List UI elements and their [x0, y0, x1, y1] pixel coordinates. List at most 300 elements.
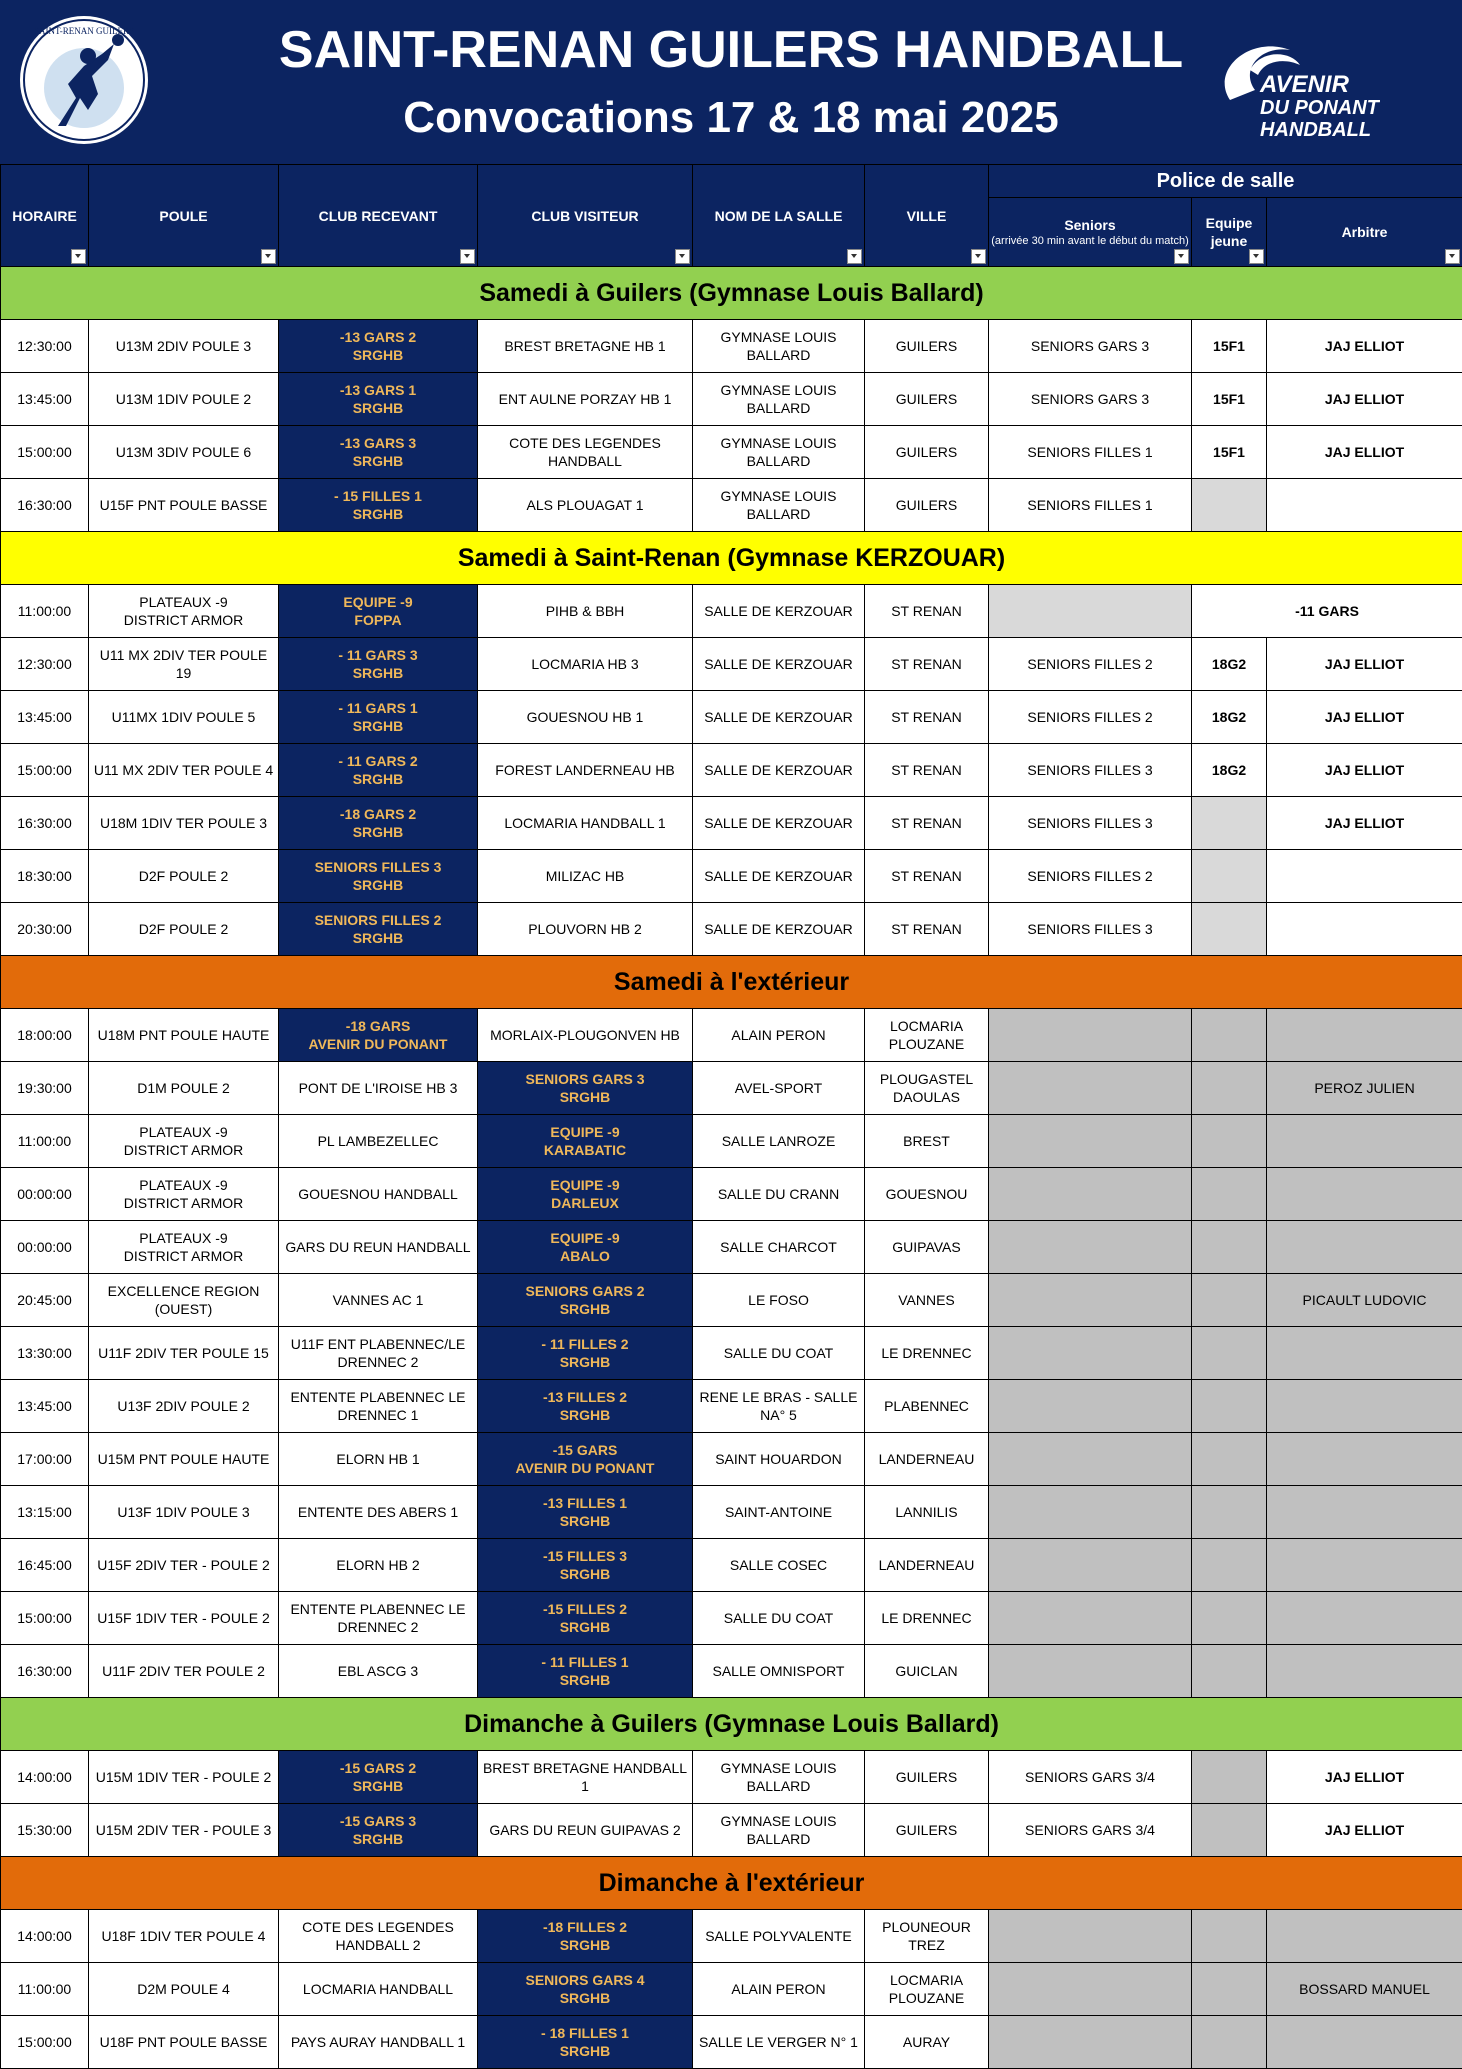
section-title: Samedi à Guilers (Gymnase Louis Ballard)	[1, 267, 1462, 320]
cell-club-visiteur: ALS PLOUAGAT 1	[478, 479, 693, 532]
cell-horaire: 16:30:00	[1, 797, 89, 850]
cell-salle: SALLE DU CRANN	[693, 1168, 865, 1221]
cell-police-jeune	[1192, 1751, 1267, 1804]
cell-club-visiteur: -15 FILLES 3 SRGHB	[478, 1539, 693, 1592]
col-header-ville[interactable]	[865, 165, 989, 267]
table-row	[1, 1486, 1462, 1539]
cell-club-visiteur: BREST BRETAGNE HANDBALL 1	[478, 1751, 693, 1804]
cell-police-jeune	[1192, 1327, 1267, 1380]
page-title: SAINT-RENAN GUILERS HANDBALL	[0, 20, 1462, 80]
cell-horaire: 15:00:00	[1, 744, 89, 797]
cell-poule: U18F PNT POULE BASSE	[89, 2016, 279, 2069]
cell-club-recevant: ENTENTE PLABENNEC LE DRENNEC 2	[279, 1592, 478, 1645]
section-header-row	[1, 267, 1462, 320]
section-header-row	[1, 956, 1462, 1009]
section-header-row	[1, 1698, 1462, 1751]
cell-poule: PLATEAUX -9 DISTRICT ARMOR	[89, 1168, 279, 1221]
cell-ville: PLOUNEOUR TREZ	[865, 1910, 989, 1963]
cell-club-visiteur: PIHB & BBH	[478, 585, 693, 638]
cell-salle: SALLE POLYVALENTE	[693, 1910, 865, 1963]
cell-club-visiteur: PLOUVORN HB 2	[478, 903, 693, 956]
cell-police-jeune	[1192, 1592, 1267, 1645]
table-row	[1, 1009, 1462, 1062]
cell-club-visiteur: COTE DES LEGENDES HANDBALL	[478, 426, 693, 479]
col-header-club-visiteur[interactable]	[478, 165, 693, 267]
logo-right-line3: HANDBALL	[1260, 119, 1371, 141]
cell-club-visiteur: - 11 FILLES 1 SRGHB	[478, 1645, 693, 1698]
cell-police-jeune	[1192, 1539, 1267, 1592]
cell-salle: SALLE DE KERZOUAR	[693, 903, 865, 956]
cell-police-jeune: 18G2	[1192, 744, 1267, 797]
cell-police-jeune: 15F1	[1192, 373, 1267, 426]
cell-arbitre: PEROZ JULIEN	[1267, 1062, 1462, 1115]
col-header-poule[interactable]	[89, 165, 279, 267]
cell-club-recevant: PL LAMBEZELLEC	[279, 1115, 478, 1168]
cell-salle: SALLE DU COAT	[693, 1327, 865, 1380]
cell-ville: GUILERS	[865, 1804, 989, 1857]
cell-club-visiteur: SENIORS GARS 4 SRGHB	[478, 1963, 693, 2016]
cell-club-recevant: - 15 FILLES 1 SRGHB	[279, 479, 478, 532]
cell-club-visiteur: -15 GARS AVENIR DU PONANT	[478, 1433, 693, 1486]
col-header-ville-label: VILLE	[907, 208, 947, 224]
table-row	[1, 1592, 1462, 1645]
col-header-arbitre-label: Arbitre	[1342, 224, 1388, 240]
col-header-seniors-note: (arrivée 30 min avant le début du match)	[991, 234, 1189, 248]
cell-poule: U15M 1DIV TER - POULE 2	[89, 1751, 279, 1804]
cell-horaire: 15:00:00	[1, 426, 89, 479]
cell-ville: GUILERS	[865, 479, 989, 532]
cell-police-jeune	[1192, 1115, 1267, 1168]
table-body	[1, 267, 1462, 2069]
cell-horaire: 00:00:00	[1, 1168, 89, 1221]
cell-police-seniors	[989, 1380, 1192, 1433]
logo-right-line2: DU PONANT	[1260, 97, 1380, 119]
col-header-seniors[interactable]	[989, 198, 1192, 267]
cell-club-visiteur: - 18 FILLES 1 SRGHB	[478, 2016, 693, 2069]
cell-club-visiteur: -13 FILLES 2 SRGHB	[478, 1380, 693, 1433]
cell-club-visiteur: EQUIPE -9 KARABATIC	[478, 1115, 693, 1168]
cell-club-visiteur: SENIORS GARS 2 SRGHB	[478, 1274, 693, 1327]
cell-poule: U13F 1DIV POULE 3	[89, 1486, 279, 1539]
cell-arbitre	[1267, 903, 1462, 956]
cell-salle: GYMNASE LOUIS BALLARD	[693, 320, 865, 373]
cell-poule: U15M PNT POULE HAUTE	[89, 1433, 279, 1486]
table-row	[1, 1115, 1462, 1168]
table-row	[1, 373, 1462, 426]
cell-poule: EXCELLENCE REGION (OUEST)	[89, 1274, 279, 1327]
cell-club-recevant: -13 GARS 2 SRGHB	[279, 320, 478, 373]
cell-police-seniors: SENIORS FILLES 3	[989, 797, 1192, 850]
cell-ville: ST RENAN	[865, 638, 989, 691]
cell-club-visiteur: GARS DU REUN GUIPAVAS 2	[478, 1804, 693, 1857]
cell-ville: ST RENAN	[865, 850, 989, 903]
cell-salle: SALLE DE KERZOUAR	[693, 850, 865, 903]
cell-poule: PLATEAUX -9 DISTRICT ARMOR	[89, 1115, 279, 1168]
cell-police-jeune	[1192, 1910, 1267, 1963]
cell-poule: U11F 2DIV TER POULE 15	[89, 1327, 279, 1380]
cell-club-recevant: ELORN HB 1	[279, 1433, 478, 1486]
cell-club-recevant: EQUIPE -9 FOPPA	[279, 585, 478, 638]
cell-ville: VANNES	[865, 1274, 989, 1327]
filter-dropdown-icon[interactable]	[675, 249, 690, 264]
cell-police-seniors	[989, 1433, 1192, 1486]
col-header-club-visiteur-label: CLUB VISITEUR	[531, 208, 638, 224]
cell-club-visiteur: MORLAIX-PLOUGONVEN HB	[478, 1009, 693, 1062]
cell-poule: U13M 3DIV POULE 6	[89, 426, 279, 479]
cell-club-recevant: -18 GARS 2 SRGHB	[279, 797, 478, 850]
cell-ville: PLABENNEC	[865, 1380, 989, 1433]
cell-horaire: 13:30:00	[1, 1327, 89, 1380]
cell-horaire: 20:45:00	[1, 1274, 89, 1327]
cell-arbitre: BOSSARD MANUEL	[1267, 1963, 1462, 2016]
cell-salle: SALLE COSEC	[693, 1539, 865, 1592]
cell-arbitre	[1267, 1592, 1462, 1645]
cell-ville: ST RENAN	[865, 691, 989, 744]
cell-club-recevant: -18 GARS AVENIR DU PONANT	[279, 1009, 478, 1062]
cell-club-recevant: SENIORS FILLES 3 SRGHB	[279, 850, 478, 903]
cell-police-seniors	[989, 1486, 1192, 1539]
cell-police-jeune	[1192, 1645, 1267, 1698]
cell-salle: LE FOSO	[693, 1274, 865, 1327]
cell-police-seniors	[989, 1592, 1192, 1645]
cell-ville: LANDERNEAU	[865, 1433, 989, 1486]
cell-police-jeune	[1192, 1804, 1267, 1857]
cell-ville: BREST	[865, 1115, 989, 1168]
cell-club-recevant: - 11 GARS 1 SRGHB	[279, 691, 478, 744]
cell-club-recevant: EBL ASCG 3	[279, 1645, 478, 1698]
cell-police-seniors	[989, 1062, 1192, 1115]
cell-arbitre	[1267, 479, 1462, 532]
cell-horaire: 14:00:00	[1, 1751, 89, 1804]
cell-arbitre	[1267, 1327, 1462, 1380]
col-header-salle-label: NOM DE LA SALLE	[715, 208, 843, 224]
cell-salle: GYMNASE LOUIS BALLARD	[693, 479, 865, 532]
logo-right-line1: AVENIR	[1259, 71, 1350, 98]
cell-ville: ST RENAN	[865, 797, 989, 850]
cell-salle: SALLE DE KERZOUAR	[693, 744, 865, 797]
cell-poule: U11 MX 2DIV TER POULE 4	[89, 744, 279, 797]
table-row	[1, 850, 1462, 903]
cell-club-recevant: -15 GARS 2 SRGHB	[279, 1751, 478, 1804]
table-row	[1, 479, 1462, 532]
cell-police-seniors: SENIORS GARS 3	[989, 373, 1192, 426]
col-header-club-recevant[interactable]	[279, 165, 478, 267]
cell-horaire: 18:30:00	[1, 850, 89, 903]
cell-police-seniors: SENIORS FILLES 2	[989, 850, 1192, 903]
cell-police-jeune	[1192, 1486, 1267, 1539]
convocations-table	[0, 164, 1462, 2069]
filter-dropdown-icon[interactable]	[1445, 249, 1460, 264]
section-title: Dimanche à Guilers (Gymnase Louis Ballard)	[1, 1698, 1462, 1751]
cell-ville: GUILERS	[865, 1751, 989, 1804]
cell-club-visiteur: SENIORS GARS 3 SRGHB	[478, 1062, 693, 1115]
table-row	[1, 426, 1462, 479]
cell-police-seniors	[989, 1963, 1192, 2016]
cell-arbitre: PICAULT LUDOVIC	[1267, 1274, 1462, 1327]
cell-police-jeune: 15F1	[1192, 426, 1267, 479]
table-row	[1, 1910, 1462, 1963]
cell-ville: ST RENAN	[865, 744, 989, 797]
cell-arbitre: JAJ ELLIOT	[1267, 744, 1462, 797]
cell-poule: U15F 1DIV TER - POULE 2	[89, 1592, 279, 1645]
cell-horaire: 18:00:00	[1, 1009, 89, 1062]
cell-ville: GUICLAN	[865, 1645, 989, 1698]
cell-club-recevant: SENIORS FILLES 2 SRGHB	[279, 903, 478, 956]
cell-arbitre	[1267, 1380, 1462, 1433]
cell-poule: D2M POULE 4	[89, 1963, 279, 2016]
cell-ville: GUILERS	[865, 426, 989, 479]
cell-police-jeune	[1192, 1963, 1267, 2016]
cell-police-jeune	[1192, 1009, 1267, 1062]
cell-ville: ST RENAN	[865, 903, 989, 956]
cell-police-jeune	[1192, 1221, 1267, 1274]
cell-horaire: 13:45:00	[1, 373, 89, 426]
cell-club-visiteur: -15 FILLES 2 SRGHB	[478, 1592, 693, 1645]
table-row	[1, 1380, 1462, 1433]
cell-club-recevant: GOUESNOU HANDBALL	[279, 1168, 478, 1221]
cell-club-recevant: ENTENTE DES ABERS 1	[279, 1486, 478, 1539]
cell-arbitre: JAJ ELLIOT	[1267, 373, 1462, 426]
table-row	[1, 903, 1462, 956]
cell-poule: U18F 1DIV TER POULE 4	[89, 1910, 279, 1963]
section-title: Samedi à l'extérieur	[1, 956, 1462, 1009]
cell-poule: D2F POULE 2	[89, 850, 279, 903]
filter-dropdown-icon[interactable]	[261, 249, 276, 264]
cell-police-jeune: 18G2	[1192, 638, 1267, 691]
cell-horaire: 17:00:00	[1, 1433, 89, 1486]
cell-arbitre: JAJ ELLIOT	[1267, 426, 1462, 479]
section-title: Dimanche à l'extérieur	[1, 1857, 1462, 1910]
filter-dropdown-icon[interactable]	[1174, 249, 1189, 264]
cell-arbitre: JAJ ELLIOT	[1267, 638, 1462, 691]
cell-ville: AURAY	[865, 2016, 989, 2069]
cell-arbitre	[1267, 2016, 1462, 2069]
cell-salle: SAINT HOUARDON	[693, 1433, 865, 1486]
cell-club-recevant: LOCMARIA HANDBALL	[279, 1963, 478, 2016]
filter-dropdown-icon[interactable]	[71, 249, 86, 264]
cell-horaire: 15:00:00	[1, 2016, 89, 2069]
filter-dropdown-icon[interactable]	[460, 249, 475, 264]
col-header-poule-label: POULE	[159, 208, 207, 224]
cell-poule: U18M PNT POULE HAUTE	[89, 1009, 279, 1062]
cell-arbitre	[1267, 1645, 1462, 1698]
cell-horaire: 20:30:00	[1, 903, 89, 956]
cell-ville: LANNILIS	[865, 1486, 989, 1539]
cell-club-recevant: GARS DU REUN HANDBALL	[279, 1221, 478, 1274]
cell-police-seniors	[989, 1645, 1192, 1698]
cell-arbitre	[1267, 1221, 1462, 1274]
cell-police-jeune	[1192, 1274, 1267, 1327]
filter-dropdown-icon[interactable]	[971, 249, 986, 264]
logo-left-text: SAINT-RENAN GUILERS	[34, 26, 134, 36]
cell-police-seniors	[989, 1327, 1192, 1380]
cell-horaire: 12:30:00	[1, 320, 89, 373]
cell-poule: U11MX 1DIV POULE 5	[89, 691, 279, 744]
table-row	[1, 2016, 1462, 2069]
cell-police-seniors	[989, 1539, 1192, 1592]
table-row	[1, 1645, 1462, 1698]
col-header-seniors-label: Seniors	[1064, 217, 1115, 233]
cell-police-seniors	[989, 1115, 1192, 1168]
cell-salle: AVEL-SPORT	[693, 1062, 865, 1115]
col-header-club-recevant-label: CLUB RECEVANT	[319, 208, 438, 224]
section-header-row	[1, 532, 1462, 585]
cell-ville: LE DRENNEC	[865, 1592, 989, 1645]
cell-club-recevant: U11F ENT PLABENNEC/LE DRENNEC 2	[279, 1327, 478, 1380]
cell-arbitre: JAJ ELLIOT	[1267, 1751, 1462, 1804]
table-row	[1, 1327, 1462, 1380]
cell-salle: SALLE LE VERGER N° 1	[693, 2016, 865, 2069]
cell-police-jeune: 15F1	[1192, 320, 1267, 373]
cell-horaire: 15:30:00	[1, 1804, 89, 1857]
cell-arbitre: JAJ ELLIOT	[1267, 797, 1462, 850]
cell-horaire: 11:00:00	[1, 1963, 89, 2016]
table-row	[1, 744, 1462, 797]
col-header-arbitre[interactable]	[1267, 198, 1462, 267]
filter-dropdown-icon[interactable]	[1249, 249, 1264, 264]
col-header-horaire-label: HORAIRE	[12, 208, 77, 224]
cell-club-visiteur: GOUESNOU HB 1	[478, 691, 693, 744]
cell-salle: SALLE DU COAT	[693, 1592, 865, 1645]
cell-police-seniors: SENIORS FILLES 1	[989, 426, 1192, 479]
cell-club-visiteur: BREST BRETAGNE HB 1	[478, 320, 693, 373]
cell-poule: U18M 1DIV TER POULE 3	[89, 797, 279, 850]
cell-club-recevant: - 11 GARS 2 SRGHB	[279, 744, 478, 797]
cell-horaire: 16:30:00	[1, 1645, 89, 1698]
table-row	[1, 1168, 1462, 1221]
cell-poule: PLATEAUX -9 DISTRICT ARMOR	[89, 585, 279, 638]
cell-poule: U15F 2DIV TER - POULE 2	[89, 1539, 279, 1592]
cell-police-seniors	[989, 2016, 1192, 2069]
cell-club-recevant: VANNES AC 1	[279, 1274, 478, 1327]
cell-police-jeune	[1192, 903, 1267, 956]
cell-police-seniors: SENIORS FILLES 2	[989, 638, 1192, 691]
cell-police-seniors	[989, 1910, 1192, 1963]
cell-club-visiteur: FOREST LANDERNEAU HB	[478, 744, 693, 797]
cell-police-seniors	[989, 1221, 1192, 1274]
cell-horaire: 15:00:00	[1, 1592, 89, 1645]
cell-horaire: 12:30:00	[1, 638, 89, 691]
cell-police-seniors: SENIORS GARS 3/4	[989, 1804, 1192, 1857]
col-header-salle[interactable]	[693, 165, 865, 267]
cell-salle: RENE LE BRAS - SALLE NA° 5	[693, 1380, 865, 1433]
cell-arbitre	[1267, 850, 1462, 903]
cell-arbitre	[1267, 1539, 1462, 1592]
cell-poule: U15M 2DIV TER - POULE 3	[89, 1804, 279, 1857]
cell-police-jeune	[1192, 1062, 1267, 1115]
cell-club-visiteur: - 11 FILLES 2 SRGHB	[478, 1327, 693, 1380]
cell-club-visiteur: MILIZAC HB	[478, 850, 693, 903]
cell-horaire: 13:15:00	[1, 1486, 89, 1539]
cell-ville: GUIPAVAS	[865, 1221, 989, 1274]
cell-salle: SAINT-ANTOINE	[693, 1486, 865, 1539]
cell-arbitre	[1267, 1009, 1462, 1062]
avenir-du-ponant-logo	[1200, 30, 1380, 150]
section-header-row	[1, 1857, 1462, 1910]
col-header-equipe-jeune[interactable]	[1192, 198, 1267, 267]
cell-police-seniors: SENIORS FILLES 1	[989, 479, 1192, 532]
cell-horaire: 00:00:00	[1, 1221, 89, 1274]
cell-police-jeune-merged: -11 GARS	[1192, 585, 1462, 638]
cell-salle: GYMNASE LOUIS BALLARD	[693, 373, 865, 426]
col-header-horaire[interactable]	[1, 165, 89, 267]
cell-salle: ALAIN PERON	[693, 1009, 865, 1062]
cell-club-recevant: -13 GARS 3 SRGHB	[279, 426, 478, 479]
cell-police-seniors: SENIORS FILLES 3	[989, 744, 1192, 797]
cell-ville: LE DRENNEC	[865, 1327, 989, 1380]
cell-salle: SALLE DE KERZOUAR	[693, 585, 865, 638]
cell-arbitre	[1267, 1168, 1462, 1221]
table-row	[1, 1433, 1462, 1486]
cell-police-jeune	[1192, 1168, 1267, 1221]
table-row	[1, 691, 1462, 744]
cell-salle: SALLE DE KERZOUAR	[693, 638, 865, 691]
cell-police-jeune: 18G2	[1192, 691, 1267, 744]
cell-ville: LANDERNEAU	[865, 1539, 989, 1592]
cell-police-seniors: SENIORS FILLES 2	[989, 691, 1192, 744]
cell-ville: GUILERS	[865, 373, 989, 426]
cell-club-recevant: PAYS AURAY HANDBALL 1	[279, 2016, 478, 2069]
cell-club-visiteur: EQUIPE -9 DARLEUX	[478, 1168, 693, 1221]
cell-salle: GYMNASE LOUIS BALLARD	[693, 426, 865, 479]
cell-poule: U13F 2DIV POULE 2	[89, 1380, 279, 1433]
table-row	[1, 797, 1462, 850]
cell-police-jeune	[1192, 1433, 1267, 1486]
cell-poule: PLATEAUX -9 DISTRICT ARMOR	[89, 1221, 279, 1274]
cell-ville: GOUESNOU	[865, 1168, 989, 1221]
cell-poule: U15F PNT POULE BASSE	[89, 479, 279, 532]
filter-dropdown-icon[interactable]	[847, 249, 862, 264]
cell-police-jeune	[1192, 2016, 1267, 2069]
header-banner	[0, 0, 1462, 164]
cell-ville: LOCMARIA PLOUZANE	[865, 1963, 989, 2016]
cell-arbitre	[1267, 1486, 1462, 1539]
cell-club-visiteur: ENT AULNE PORZAY HB 1	[478, 373, 693, 426]
cell-salle: SALLE DE KERZOUAR	[693, 797, 865, 850]
cell-club-visiteur: EQUIPE -9 ABALO	[478, 1221, 693, 1274]
table-row	[1, 1804, 1462, 1857]
cell-club-recevant: -13 GARS 1 SRGHB	[279, 373, 478, 426]
cell-poule: U13M 1DIV POULE 2	[89, 373, 279, 426]
cell-salle: ALAIN PERON	[693, 1963, 865, 2016]
cell-club-recevant: ENTENTE PLABENNEC LE DRENNEC 1	[279, 1380, 478, 1433]
cell-salle: SALLE OMNISPORT	[693, 1645, 865, 1698]
cell-club-recevant: ELORN HB 2	[279, 1539, 478, 1592]
cell-police-jeune	[1192, 479, 1267, 532]
cell-club-visiteur: LOCMARIA HANDBALL 1	[478, 797, 693, 850]
cell-ville: GUILERS	[865, 320, 989, 373]
cell-poule: U13M 2DIV POULE 3	[89, 320, 279, 373]
table-row	[1, 1221, 1462, 1274]
cell-police-seniors	[989, 1168, 1192, 1221]
cell-police-seniors	[989, 1009, 1192, 1062]
col-header-equipe-jeune-label: Equipe jeune	[1206, 215, 1253, 249]
cell-club-recevant: - 11 GARS 3 SRGHB	[279, 638, 478, 691]
cell-police-jeune	[1192, 797, 1267, 850]
cell-police-jeune	[1192, 1380, 1267, 1433]
cell-club-recevant: PONT DE L'IROISE HB 3	[279, 1062, 478, 1115]
cell-ville: PLOUGASTEL DAOULAS	[865, 1062, 989, 1115]
table-row	[1, 1539, 1462, 1592]
cell-police-seniors: SENIORS FILLES 3	[989, 903, 1192, 956]
cell-arbitre: JAJ ELLIOT	[1267, 691, 1462, 744]
section-title: Samedi à Saint-Renan (Gymnase KERZOUAR)	[1, 532, 1462, 585]
table-row	[1, 585, 1462, 638]
cell-club-recevant: -15 GARS 3 SRGHB	[279, 1804, 478, 1857]
cell-ville: LOCMARIA PLOUZANE	[865, 1009, 989, 1062]
table-row	[1, 320, 1462, 373]
cell-poule: D1M POULE 2	[89, 1062, 279, 1115]
